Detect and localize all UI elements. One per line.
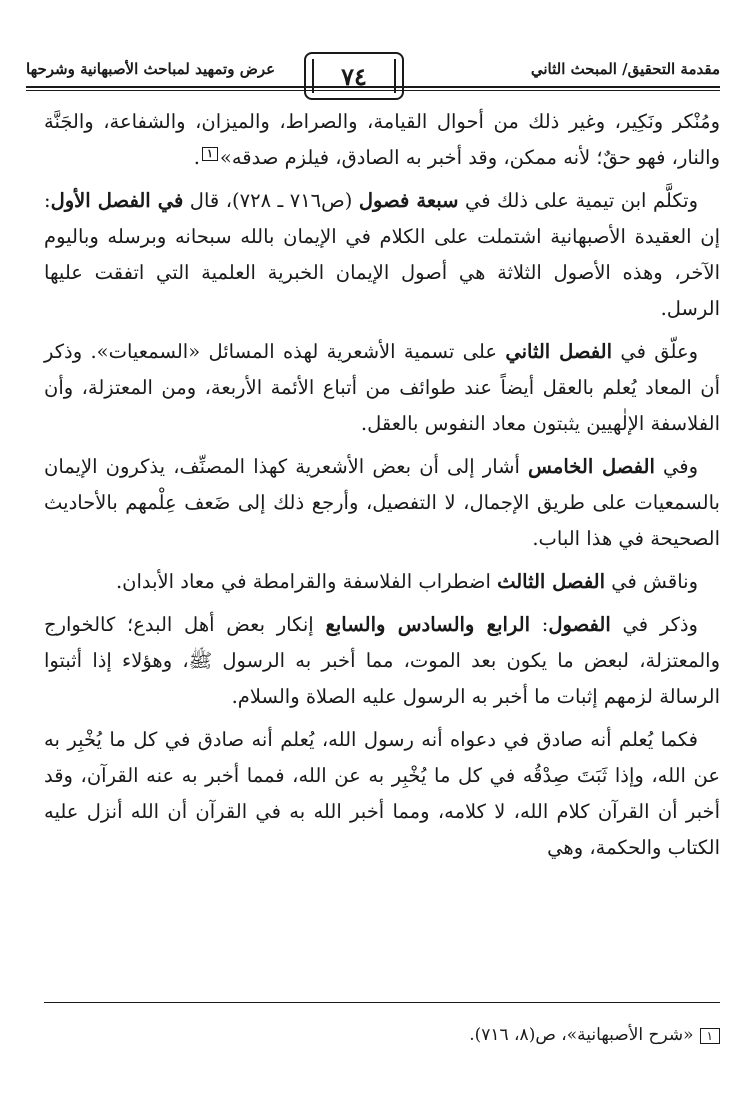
paragraph bbox=[44, 183, 720, 327]
page-number-box bbox=[304, 52, 404, 100]
text-run: اضطراب الفلاسفة والقرامطة في معاد الأبدان. bbox=[115, 570, 498, 593]
text-run: وذكر في bbox=[610, 613, 698, 636]
paragraph bbox=[44, 334, 720, 442]
text-run: وفي bbox=[654, 455, 698, 478]
footnote-reference: ١ bbox=[202, 147, 218, 161]
paragraph bbox=[44, 449, 720, 557]
bold-term: الفصول bbox=[548, 613, 611, 636]
running-title-right: مقدمة التحقيق/ المبحث الثاني bbox=[530, 60, 720, 78]
footnote-separator bbox=[44, 1002, 720, 1003]
running-title-left: عرض وتمهيد لمباحث الأصبهانية وشرحها bbox=[26, 60, 276, 78]
footnote-number: ١ bbox=[700, 1028, 720, 1044]
bold-term: سبعة فصول bbox=[358, 189, 459, 212]
bold-term: الفصل الخامس bbox=[528, 455, 655, 478]
text-run: وعلّق في bbox=[612, 340, 699, 363]
footnote bbox=[44, 1022, 720, 1048]
bold-term: الفصل الثاني bbox=[505, 340, 613, 363]
text-run: (ص٧١٦ ـ ٧٢٨)، قال bbox=[183, 189, 359, 212]
text-run: على تسمية الأشعرية لهذه المسائل «السمعيات». وذكر أن المعاد يُعلم بالعقل أيضاً عند طوائف من أتباع الأئمة الأربعة، ومن المعتزلة، وأن الفلاسفة الإلٰهيين يثبتون معاد النفوس بالعقل. bbox=[44, 340, 720, 435]
text-run: : bbox=[530, 613, 549, 636]
text-run: : إن العقيدة الأصبهانية اشتملت على الكلام في الإيمان بالله سبحانه وبرسله وباليوم الآخر، وهذه الأصول الثلاثة هي أصول الإيمان الخبرية العلمية التي اتفقت عليها الرسل. bbox=[44, 189, 720, 320]
text-run: إنكار بعض أهل البدع؛ كالخوارج والمعتزلة، لبعض ما يكون بعد الموت، مما أخبر به الرسول ﷺ، وهؤلاء إذا أثبتوا الرسالة لزمهم إثبات ما أخبر به الرسول عليه الصلاة والسلام. bbox=[44, 613, 720, 708]
paragraph bbox=[44, 607, 720, 715]
paragraph bbox=[44, 564, 720, 600]
text-run: . bbox=[193, 146, 200, 169]
header-rule bbox=[26, 86, 720, 88]
text-run: فكما يُعلم أنه صادق في دعواه أنه رسول الله، يُعلم أنه صادق في كل ما يُخْبِر به عن الله، وإذا ثَبَتَ صِدْقُه في كل ما يُخْبِر به عن الله، فمما أخبر به عنه القرآن، وقد أخبر أن القرآن كلام الله، لا كلامه، ومما أخبر الله به في القرآن أن الله أنزل عليه الكتاب والحكمة، وهي bbox=[44, 728, 720, 859]
main-text bbox=[44, 104, 720, 873]
bold-term: في الفصل الأول bbox=[50, 189, 184, 212]
bold-term: الرابع والسادس والسابع bbox=[325, 613, 531, 636]
text-run: وناقش في bbox=[605, 570, 698, 593]
running-header bbox=[26, 52, 720, 100]
header-rule-thin bbox=[26, 90, 720, 91]
paragraph bbox=[44, 104, 720, 176]
footnote-text: «شرح الأصبهانية»، ص(٨، ٧١٦). bbox=[469, 1025, 694, 1045]
text-run: وتكلَّم ابن تيمية على ذلك في bbox=[458, 189, 698, 212]
paragraph bbox=[44, 722, 720, 866]
text-run: ومُنْكر ونَكِير، وغير ذلك من أحوال القيامة، والصراط، والميزان، والشفاعة، والجَنَّة والنار، فهو حقٌ؛ لأنه ممكن، وقد أخبر به الصادق، فيلزم صدقه» bbox=[44, 110, 720, 169]
text-run: أشار إلى أن بعض الأشعرية كهذا المصنِّف، يذكرون الإيمان بالسمعيات على طريق الإجمال، لا التفصيل، وأرجع ذلك إلى ضَعف عِلْمهم بالأحاديث الصحيحة في هذا الباب. bbox=[44, 455, 720, 550]
bold-term: الفصل الثالث bbox=[497, 570, 606, 593]
page-number: ٧٤ bbox=[341, 61, 367, 91]
